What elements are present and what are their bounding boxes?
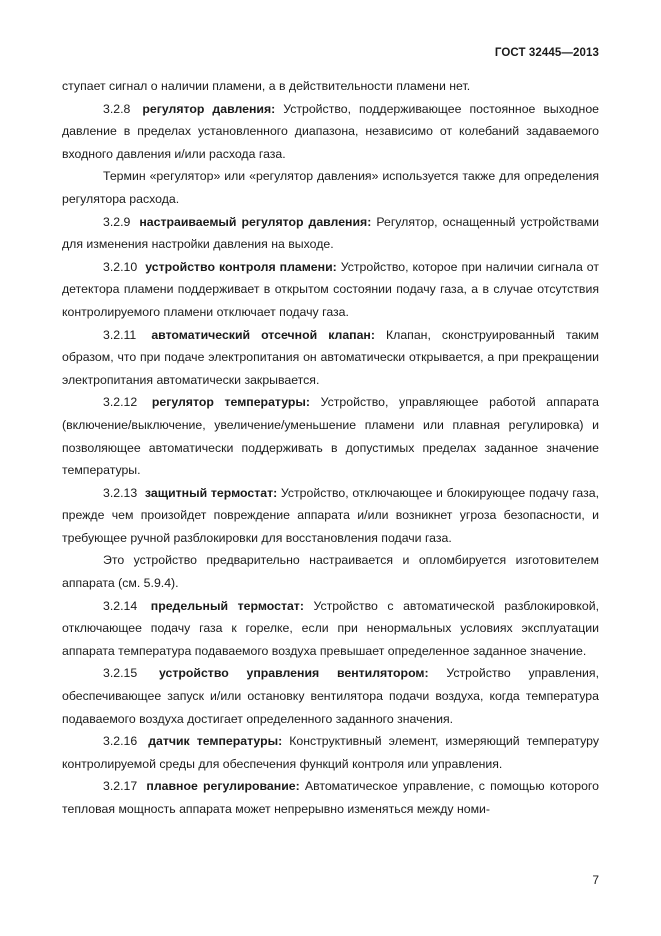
definition-paragraph [62, 211, 599, 256]
clause-number: 3.2.17 [103, 779, 138, 794]
definition-text: Устройство, которое при наличии сигнала от детектора пламени поддерживает в открытом состоянии подачу газа, а в случае отсутствия контролируемого пламени отключает подачу газа. [62, 259, 599, 319]
term: регулятор температуры: [151, 395, 311, 410]
clause-number: 3.2.12 [103, 395, 138, 410]
definition-paragraph [62, 595, 599, 663]
term: плавное регулирование: [146, 779, 300, 794]
note-paragraph [62, 165, 599, 210]
term: устройство управления вентилятором: [158, 666, 429, 681]
term: защитный термостат: [144, 485, 278, 500]
clause-number: 3.2.11 [103, 327, 137, 342]
page-number: 7 [592, 873, 599, 887]
clause-number: 3.2.9 [103, 214, 131, 229]
definition-paragraph [62, 391, 599, 481]
definition-paragraph [62, 98, 599, 166]
paragraph [62, 75, 599, 98]
definition-text: Клапан, сконструированный таким образом, что при подаче электропитания он автоматически открывается, а при прекращении электропитания автоматически закрывается. [62, 327, 599, 387]
definition-paragraph [62, 662, 599, 730]
document-header: ГОСТ 32445—2013 [494, 47, 599, 59]
clause-number: 3.2.14 [103, 598, 138, 613]
definition-text: Автоматическое управление, с помощью которого тепловая мощность аппарата может непрерывно изменяться между номи- [62, 779, 599, 816]
definition-text: Устройство с автоматической разблокировкой, отключающее подачу газа к горелке, если при ненормальных условиях эксплуатации аппарата температура подаваемого воздуха превышает определенное заданное значение. [62, 598, 599, 658]
definition-text: Устройство, управляющее работой аппарата (включение/выключение, увеличение/уменьшение пламени или плавная регулировка) и позволяющее автоматически поддерживать в допустимых пределах заданное значение температуры. [62, 395, 599, 478]
definition-text: Устройство, поддерживающее постоянное выходное давление в пределах установленного диапазона, независимо от колебаний задаваемого входного давления и/или расхода газа. [62, 101, 599, 161]
definition-paragraph [62, 730, 599, 775]
term: датчик температуры: [148, 734, 283, 749]
term: настраиваемый регулятор давления: [139, 214, 372, 229]
clause-number: 3.2.15 [103, 666, 138, 681]
definition-text: Устройство управления, обеспечивающее запуск и/или остановку вентилятора подачи воздуха, когда температура подаваемого воздуха достигает определенного заданного значения. [62, 666, 599, 726]
clause-number: 3.2.13 [103, 485, 138, 500]
clause-number: 3.2.8 [103, 101, 131, 116]
definition-paragraph [62, 256, 599, 324]
definition-text: Конструктивный элемент, измеряющий температуру контролируемой среды для обеспечения функций контроля или управления. [62, 734, 599, 771]
definition-paragraph [62, 324, 599, 392]
paragraph-text: Термин «регулятор» или «регулятор давления» используется также для определения регулятора расхода. [62, 169, 599, 206]
definition-text: Устройство, отключающее и блокирующее подачу газа, прежде чем произойдет повреждение аппарата и/или возникнет угроза безопасности, и требующее ручной разблокировки для восстановления подачи газа. [62, 485, 599, 545]
paragraph-text: Это устройство предварительно настраивается и опломбируется изготовителем аппарата (см. 5.9.4). [62, 553, 599, 591]
definition-text: Регулятор, оснащенный устройствами для изменения настройки давления на выходе. [62, 214, 600, 252]
term: регулятор давления: [142, 101, 276, 116]
definition-paragraph [62, 482, 599, 550]
note-paragraph [62, 549, 599, 594]
clause-number: 3.2.16 [103, 734, 138, 749]
clause-number: 3.2.10 [103, 259, 138, 274]
term: автоматический отсечной клапан: [151, 327, 375, 342]
term: предельный термостат: [150, 598, 304, 613]
paragraph-text: ступает сигнал о наличии пламени, а в действительности пламени нет. [62, 79, 471, 93]
term: устройство контроля пламени: [145, 259, 337, 274]
document-body [62, 75, 599, 821]
definition-paragraph [62, 775, 599, 820]
